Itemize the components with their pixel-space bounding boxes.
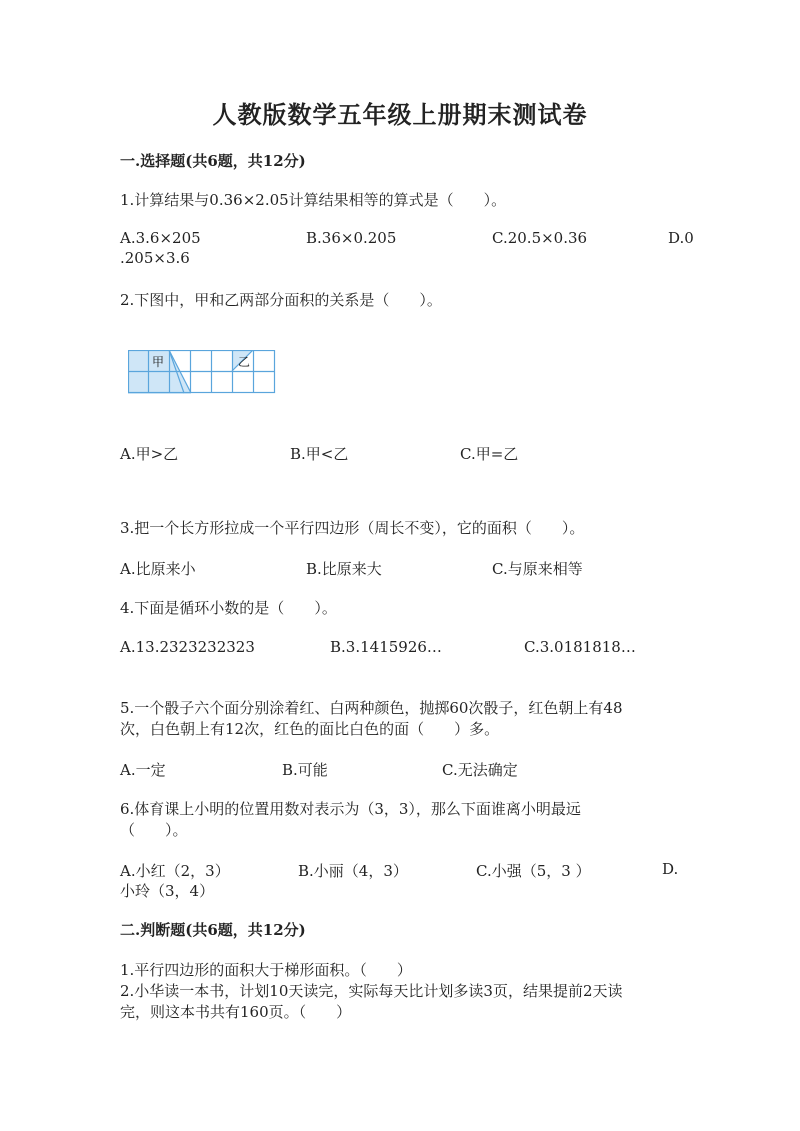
question-2-option-c[interactable]: C.甲=乙 (460, 445, 519, 463)
question-5-option-b[interactable]: B.可能 (282, 761, 328, 779)
question-2-option-a[interactable]: A.甲>乙 (120, 445, 179, 463)
question-4-stem: 4.下面是循环小数的是（ ）。 (120, 599, 337, 617)
question-5-stem-line1: 5.一个骰子六个面分别涂着红、白两种颜色，抛掷60次骰子，红色朝上有48 (120, 699, 623, 717)
question-1-option-d[interactable]: D.0 (668, 229, 694, 247)
question-1-stem: 1.计算结果与0.36×2.05计算结果相等的算式是（ ）。 (120, 191, 507, 209)
question-6-option-c[interactable]: C.小强（5，3 ） (476, 862, 591, 880)
section-heading-judgement: 二.判断题(共6题，共12分) (120, 921, 306, 939)
question-1-option-d-continued: .205×3.6 (120, 249, 190, 267)
grid-figure (128, 350, 276, 394)
label-yi: 乙 (238, 355, 251, 369)
question-2-option-b[interactable]: B.甲<乙 (290, 445, 349, 463)
question-4-option-c[interactable]: C.3.0181818… (524, 638, 636, 656)
question-2-stem: 2.下图中，甲和乙两部分面积的关系是（ ）。 (120, 291, 442, 309)
question-4-option-a[interactable]: A.13.2323232323 (120, 638, 255, 656)
section-heading-choice: 一.选择题(共6题，共12分) (120, 152, 306, 170)
question-6-stem-line2: （ ）。 (120, 821, 188, 839)
question-5-option-a[interactable]: A.一定 (120, 761, 166, 779)
judgement-question-1: 1.平行四边形的面积大于梯形面积。（ ） (120, 961, 412, 979)
question-3-option-a[interactable]: A.比原来小 (120, 560, 196, 578)
judgement-question-2-line1: 2.小华读一本书，计划10天读完，实际每天比计划多读3页，结果提前2天读 (120, 982, 623, 1000)
question-6-option-b[interactable]: B.小丽（4，3） (298, 862, 408, 880)
label-jia: 甲 (152, 355, 165, 369)
page-title: 人教版数学五年级上册期末测试卷 (212, 100, 588, 129)
question-1-option-c[interactable]: C.20.5×0.36 (492, 229, 588, 247)
question-1-option-b[interactable]: B.36×0.205 (306, 229, 397, 247)
question-1-option-a[interactable]: A.3.6×205 (120, 229, 201, 247)
question-4-option-b[interactable]: B.3.1415926… (330, 638, 442, 656)
question-3-stem: 3.把一个长方形拉成一个平行四边形（周长不变），它的面积（ ）。 (120, 519, 585, 537)
question-6-stem-line1: 6.体育课上小明的位置用数对表示为（3，3），那么下面谁离小明最远 (120, 800, 581, 818)
question-6-option-d[interactable]: D. (662, 860, 679, 878)
judgement-question-2-line2: 完，则这本书共有160页。（ ） (120, 1003, 352, 1021)
question-3-option-b[interactable]: B.比原来大 (306, 560, 382, 578)
question-5-option-c[interactable]: C.无法确定 (442, 761, 518, 779)
question-6-option-a[interactable]: A.小红（2，3） (120, 862, 230, 880)
question-3-option-c[interactable]: C.与原来相等 (492, 560, 583, 578)
question-6-option-d-continued: 小玲（3，4） (120, 882, 215, 900)
question-5-stem-line2: 次，白色朝上有12次，红色的面比白色的面（ ）多。 (120, 720, 500, 738)
